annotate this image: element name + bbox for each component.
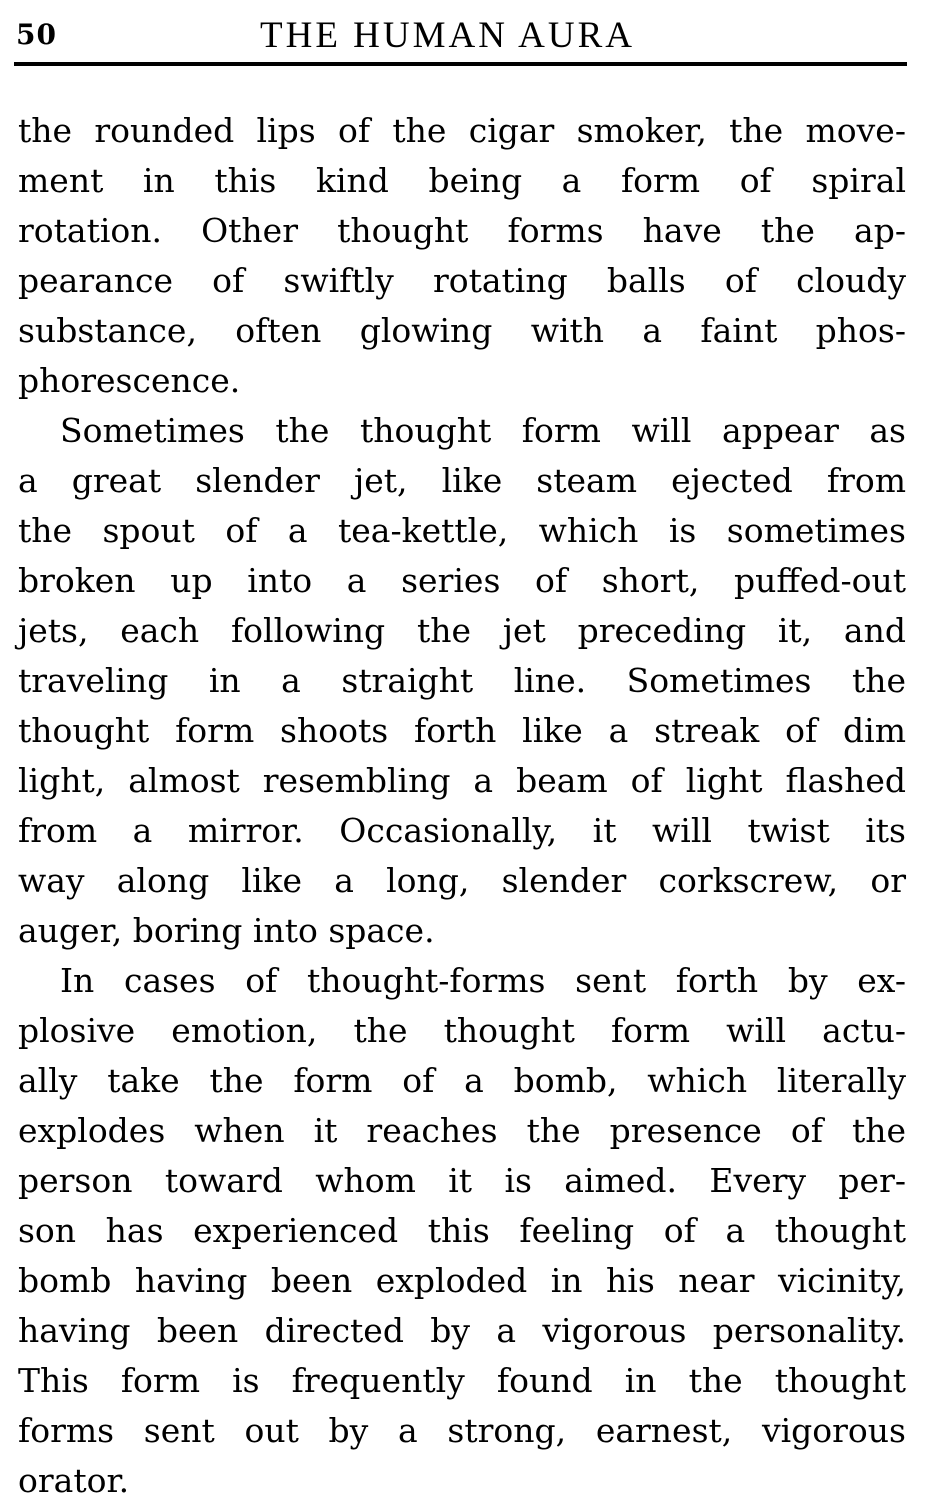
text-line: substance, often glowing with a faint phos- <box>18 311 906 350</box>
header-rule <box>14 62 907 66</box>
text-line: ally take the form of a bomb, which literally <box>18 1061 906 1100</box>
text-line: person toward whom it is aimed. Every per- <box>18 1161 906 1200</box>
text-line: son has experienced this feeling of a thought <box>18 1211 906 1250</box>
text-line: pearance of swiftly rotating balls of cloudy <box>18 261 906 300</box>
text-line: ment in this kind being a form of spiral <box>18 161 906 200</box>
text-line: Sometimes the thought form will appear as <box>60 411 906 450</box>
page-number: 50 <box>16 18 57 51</box>
text-line: orator. <box>18 1461 130 1500</box>
text-line: the spout of a tea-kettle, which is sometimes <box>18 511 906 550</box>
text-line: thought form shoots forth like a streak of dim <box>18 711 906 750</box>
text-line: forms sent out by a strong, earnest, vigorous <box>18 1411 906 1450</box>
running-title: THE HUMAN AURA <box>260 15 635 56</box>
text-line: plosive emotion, the thought form will actu- <box>18 1011 906 1050</box>
text-line: jets, each following the jet preceding it, and <box>18 611 906 650</box>
text-line: rotation. Other thought forms have the ap- <box>18 211 906 250</box>
text-line: way along like a long, slender corkscrew, or <box>18 861 906 900</box>
text-line: having been directed by a vigorous personality. <box>18 1311 906 1350</box>
body-text <box>18 106 906 1506</box>
text-line: bomb having been exploded in his near vicinity, <box>18 1261 906 1300</box>
text-line: traveling in a straight line. Sometimes the <box>18 661 906 700</box>
text-line: light, almost resembling a beam of light flashed <box>18 761 906 800</box>
text-line: auger, boring into space. <box>18 911 435 950</box>
text-line: explodes when it reaches the presence of the <box>18 1111 906 1150</box>
text-line: the rounded lips of the cigar smoker, the move- <box>18 111 906 150</box>
text-line: broken up into a series of short, puffed-out <box>18 561 906 600</box>
text-line: from a mirror. Occasionally, it will twist its <box>18 811 906 850</box>
text-line: In cases of thought-forms sent forth by ex- <box>60 961 906 1000</box>
text-line: a great slender jet, like steam ejected from <box>18 461 906 500</box>
text-line: This form is frequently found in the thought <box>18 1361 906 1400</box>
text-line: phorescence. <box>18 361 241 400</box>
running-head <box>16 14 906 58</box>
